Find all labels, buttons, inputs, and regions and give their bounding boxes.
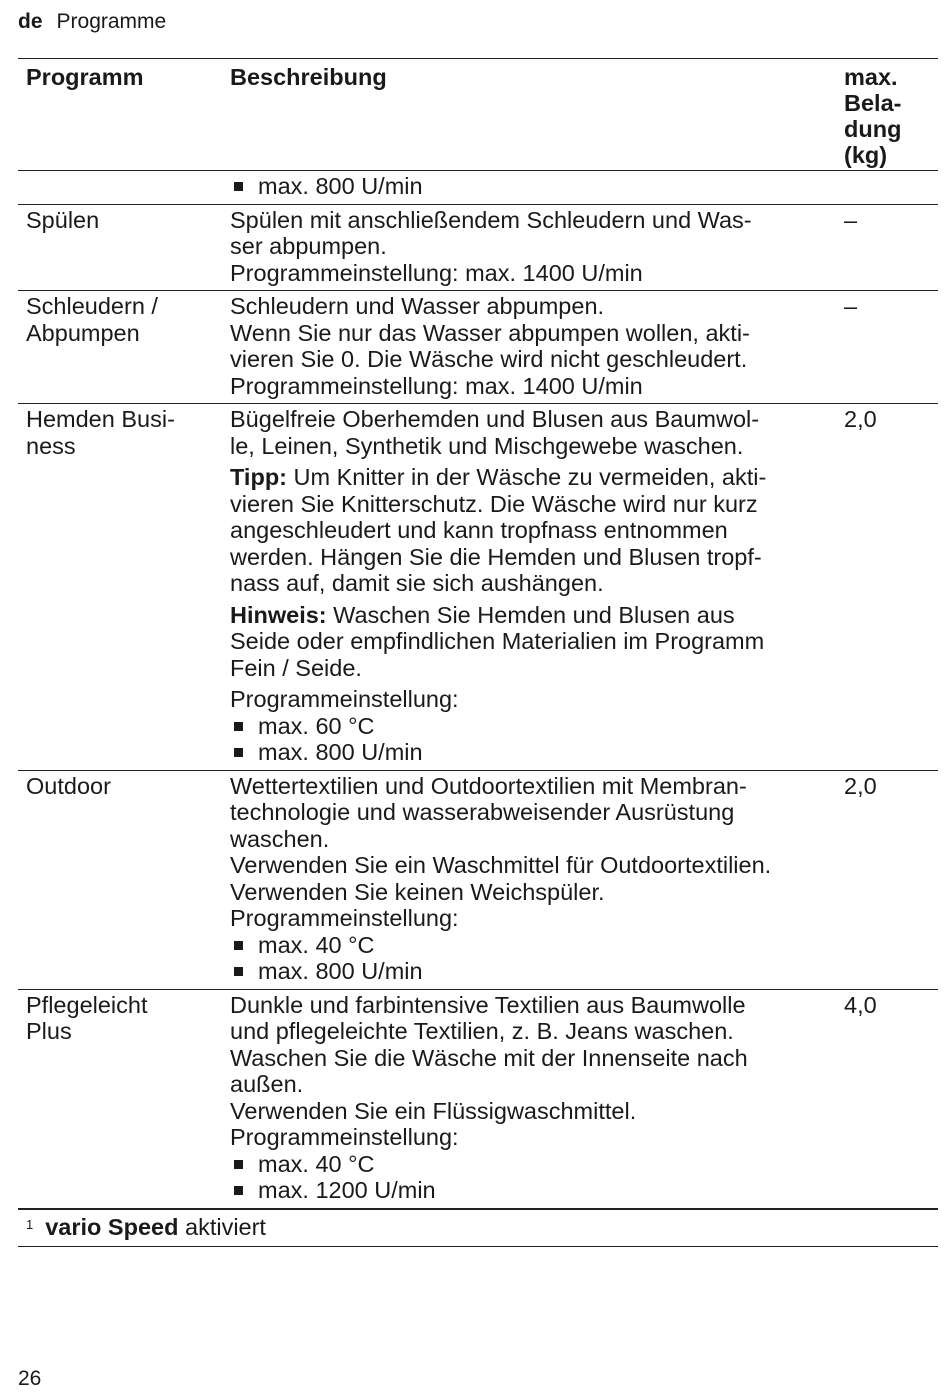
tip-text: Um Knitter in der Wäsche zu vermeiden, akti- vieren Sie Knitterschutz. Die Wäsche wird nur kurz angeschleudert und kann tropfnass entnommen werden. Hängen Sie die Hemden und Blusen tropf- nass auf, damit sie sich aushängen. (230, 464, 767, 596)
column-header-description: Beschreibung (222, 59, 836, 171)
description-line: waschen. (230, 825, 330, 852)
table-footnote (18, 1210, 938, 1247)
description-line: Wettertextilien und Outdoortextilien mit Membran- (230, 772, 747, 799)
column-header-max-load: max. Bela- dung (kg) (836, 59, 938, 171)
description-line: Programmeinstellung: max. 1400 U/min (230, 372, 643, 399)
description-line: Verwenden Sie ein Waschmittel für Outdoortextilien. (230, 852, 772, 878)
max-load-value: – (836, 204, 938, 291)
description-cell (222, 989, 836, 1209)
table-row-spuelen (18, 204, 938, 291)
load-cell (836, 171, 938, 205)
note-paragraph (230, 602, 830, 682)
description-line: Verwenden Sie ein Flüssigwaschmittel. (230, 1097, 637, 1124)
bullet-item: max. 1200 U/min (230, 1177, 830, 1204)
description-line: Wenn Sie nur das Wasser abpumpen wollen, akti- (230, 319, 750, 346)
program-name: Hemden Busi- ness (18, 404, 222, 771)
settings-list (230, 932, 830, 985)
description-intro: Bügelfreie Oberhemden und Blusen aus Baumwol- le, Leinen, Synthetik und Mischgewebe waschen. (230, 406, 760, 459)
program-cell (18, 171, 222, 205)
description-line: Waschen Sie die Wäsche mit der Innenseite nach (230, 1044, 748, 1071)
description-line: Programmeinstellung: max. 1400 U/min (230, 259, 643, 286)
footnote-marker: 1 (26, 1216, 34, 1232)
max-load-value: 2,0 (836, 404, 938, 771)
program-name: Outdoor (18, 770, 222, 989)
bullet-item: max. 60 °C (230, 713, 830, 740)
bullet-item: max. 800 U/min (230, 173, 830, 200)
description-line: ser abpumpen. (230, 233, 387, 259)
description-line: außen. (230, 1071, 304, 1097)
description-line: vieren Sie 0. Die Wäsche wird nicht geschleudert. (230, 346, 748, 372)
description-line: und pflegeleichte Textilien, z. B. Jeans waschen. (230, 1018, 734, 1044)
description-cell (222, 770, 836, 989)
tip-label: Tipp: (230, 464, 287, 490)
max-load-value: 2,0 (836, 770, 938, 989)
max-load-value: 4,0 (836, 989, 938, 1209)
program-name: Pflegeleicht Plus (18, 989, 222, 1209)
table-row-pflegeleicht-plus (18, 989, 938, 1209)
settings-list (230, 713, 830, 766)
description-line: Programmeinstellung: (230, 1124, 459, 1150)
page-header (18, 8, 166, 36)
footnote-text: aktiviert (178, 1213, 266, 1240)
bullet-item: max. 40 °C (230, 932, 830, 959)
description-cell (222, 291, 836, 404)
bullet-item: max. 800 U/min (230, 739, 830, 766)
table-header-row (18, 59, 938, 171)
program-name: Spülen (18, 204, 222, 291)
description-line: Dunkle und farbintensive Textilien aus Baumwolle (230, 991, 746, 1018)
bullet-item: max. 800 U/min (230, 958, 830, 985)
settings-label: Programmeinstellung: (230, 686, 459, 712)
description-line: Schleudern und Wasser abpumpen. (230, 293, 605, 319)
footnote-strong: vario Speed (45, 1213, 179, 1240)
description-cell (222, 204, 836, 291)
description-cell (222, 404, 836, 771)
description-line: Spülen mit anschließendem Schleudern und Was- (230, 206, 752, 233)
table-row-hemden-business (18, 404, 938, 771)
program-table (18, 58, 938, 1210)
description-line: technologie und wasserabweisender Ausrüstung (230, 799, 735, 825)
section-title: Programme (56, 10, 167, 33)
description-cell (222, 171, 836, 205)
settings-list (230, 1151, 830, 1204)
table-row-outdoor (18, 770, 938, 989)
program-table-wrapper (18, 58, 938, 1247)
page-number: 26 (18, 1367, 42, 1390)
table-row-schleudern (18, 291, 938, 404)
bullet-item: max. 40 °C (230, 1151, 830, 1178)
max-load-value: – (836, 291, 938, 404)
program-name: Schleudern / Abpumpen (18, 291, 222, 404)
description-line: Verwenden Sie keinen Weichspüler. (230, 878, 605, 905)
tip-paragraph (230, 464, 830, 597)
table-row-continuation (18, 171, 938, 205)
note-text: Waschen Sie Hemden und Blusen aus Seide oder empfindlichen Materialien im Programm Fein / Seide. (230, 601, 765, 681)
note-label: Hinweis: (230, 601, 327, 628)
description-line: Programmeinstellung: (230, 905, 459, 931)
language-code: de (18, 10, 43, 33)
column-header-program: Programm (18, 59, 222, 171)
